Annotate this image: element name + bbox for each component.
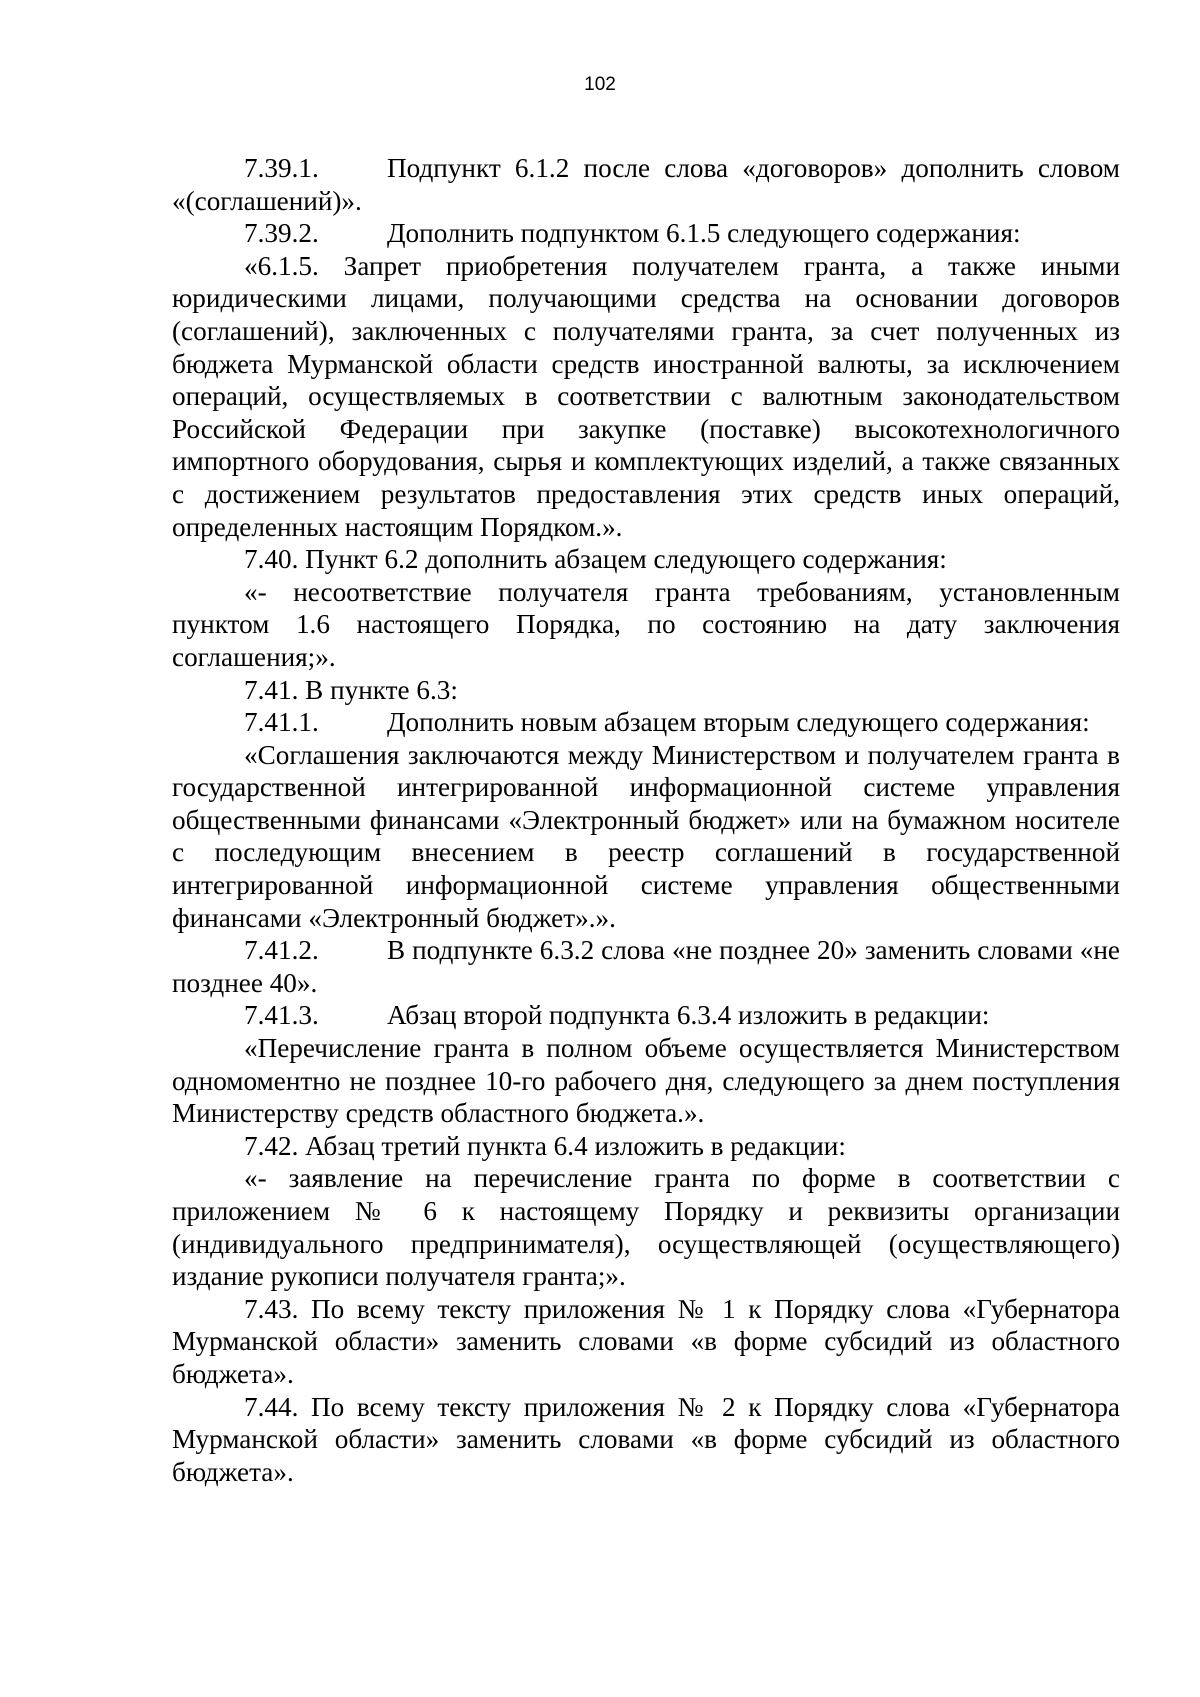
paragraph-text: В подпункте 6.3.2 слова «не позднее 20» заменить словами «не позднее 40». (172, 935, 1120, 998)
paragraph-text: Дополнить новым абзацем вторым следующего содержания: (387, 707, 1090, 738)
paragraph-text: Дополнить подпунктом 6.1.5 следующего содержания: (387, 218, 1021, 249)
paragraph-7-41-3-quote (172, 1032, 1120, 1130)
paragraph-text: «- несоответствие получателя гранта требованиям, установленным пунктом 1.6 настоящего Порядка, по состоянию на дату заключения соглашения;». (172, 576, 1120, 672)
paragraph-text: 7.41. В пункте 6.3: (244, 674, 458, 705)
paragraph-7-41-1 (172, 706, 1120, 739)
paragraph-text: Подпункт 6.1.2 после слова «договоров» дополнить словом «(соглашений)». (172, 153, 1120, 216)
paragraph-7-44 (172, 1391, 1120, 1489)
paragraph-7-42-quote (172, 1162, 1120, 1292)
document-body (172, 152, 1120, 1488)
paragraph-7-41 (172, 674, 1120, 707)
paragraph-text: «6.1.5. Запрет приобретения получателем гранта, а также иными юридическими лицами, получающими средства на основании договоров (соглашений), заключенных с получателями гранта, за счет полученных из бюджета Мурманской области средств иностранной валюты, за исключением операций, осуществляемых в соответствии с валютным законодательством Российской Федерации при закупке (поставке) высокотехнологичного импортного оборудования, сырья и комплектующих изделий, а также связанных с достижением результатов предоставления этих средств иных операций, определенных настоящим Порядком.». (172, 250, 1120, 542)
paragraph-text: Абзац второй подпункта 6.3.4 изложить в редакции: (387, 1000, 990, 1031)
paragraph-7-40 (172, 543, 1120, 576)
paragraph-text: «Соглашения заключаются между Министерством и получателем гранта в государственной интегрированной информационной системе управления общественными финансами «Электронный бюджет» или на бумажном носителе с последующим внесением в реестр соглашений в государственной интегрированной информационной системе управления общественными финансами «Электронный бюджет».». (172, 739, 1120, 933)
clause-number: 7.41.1. (244, 707, 319, 738)
paragraph-7-40-quote (172, 576, 1120, 674)
paragraph-7-41-1-quote (172, 739, 1120, 935)
paragraph-text: 7.40. Пункт 6.2 дополнить абзацем следующего содержания: (244, 544, 947, 575)
paragraph-7-41-3 (172, 999, 1120, 1032)
clause-number: 7.41.2. (244, 935, 319, 966)
clause-number: 7.39.2. (244, 218, 319, 249)
paragraph-7-39-1 (172, 152, 1120, 217)
clause-number: 7.41.3. (244, 1000, 319, 1031)
paragraph-7-42 (172, 1130, 1120, 1163)
page-number: 102 (584, 74, 616, 95)
paragraph-7-43 (172, 1293, 1120, 1391)
paragraph-7-39-2 (172, 217, 1120, 250)
paragraph-6-1-5-quote (172, 250, 1120, 543)
clause-number: 7.39.1. (244, 153, 319, 183)
paragraph-text: «Перечисление гранта в полном объеме осуществляется Министерством одномоментно не позднее 10-го рабочего дня, следующего за днем поступления Министерству средств областного бюджета.». (172, 1033, 1120, 1129)
paragraph-text: «- заявление на перечисление гранта по форме в соответствии с приложением № 6 к настоящему Порядку и реквизиты организации (индивидуального предпринимателя), осуществляющей (осуществляющего) издание рукописи получателя гранта;». (172, 1163, 1120, 1292)
paragraph-text: 7.43. По всему тексту приложения № 1 к Порядку слова «Губернатора Мурманской области» заменить словами «в форме субсидий из областного бюджета». (172, 1293, 1120, 1389)
paragraph-7-41-2 (172, 934, 1120, 999)
paragraph-text: 7.44. По всему тексту приложения № 2 к Порядку слова «Губернатора Мурманской области» заменить словами «в форме субсидий из областного бюджета». (172, 1391, 1120, 1487)
paragraph-text: 7.42. Абзац третий пункта 6.4 изложить в редакции: (244, 1130, 846, 1161)
